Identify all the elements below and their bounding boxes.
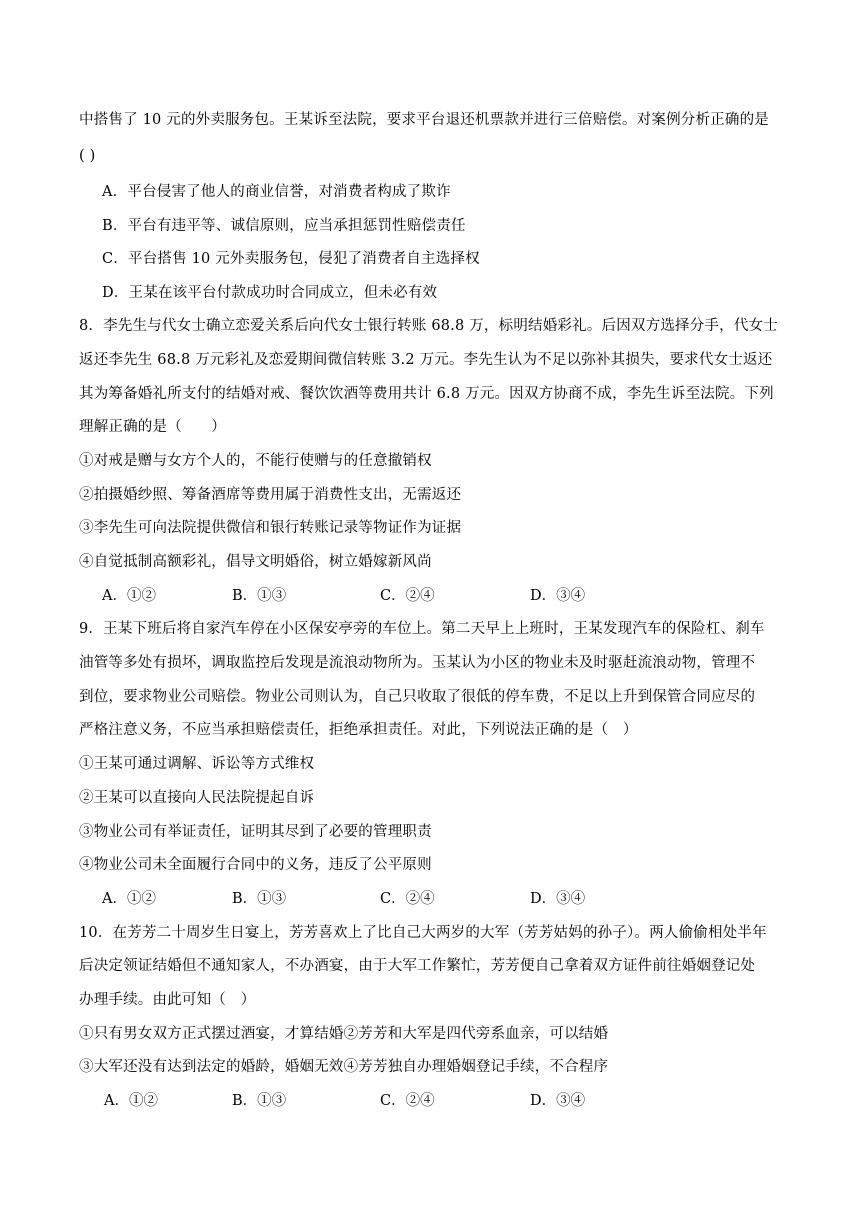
q7-option-b: B．平台有违平等、诚信原则，应当承担惩罚性赔偿责任 <box>102 218 466 234</box>
q9-stem-line: 严格注意义务，不应当承担赔偿责任，拒绝承担责任。对此，下列说法正确的是（ ） <box>79 722 638 738</box>
q10-stem-line: 10．在芳芳二十周岁生日宴上，芳芳喜欢上了比自己大两岁的大军（芳芳姑妈的孙子）。两人偷偷相处半年 <box>79 925 767 941</box>
q10-stem-line: 办理手续。由此可知（ ） <box>79 992 256 1008</box>
q8-choice-d: D．③④ <box>530 588 586 604</box>
q7-option-c: C．平台搭售 10 元外卖服务包，侵犯了消费者自主选择权 <box>102 251 480 267</box>
q8-stem-line: 返还李先生 68.8 万元彩礼及恋爱期间微信转账 3.2 万元。李先生认为不足以弥补其损失，要求代女士返还 <box>79 352 773 368</box>
q8-statement-4: ④自觉抵制高额彩礼，倡导文明婚俗，树立婚嫁新风尚 <box>79 554 432 570</box>
q9-statement-3: ③物业公司有举证责任，证明其尽到了必要的管理职责 <box>79 824 432 840</box>
q8-choice-b: B．①③ <box>232 588 287 604</box>
q7-stem-line: 中搭售了 10 元的外卖服务包。王某诉至法院，要求平台退还机票款并进行三倍赔偿。对案例分析正确的是 <box>79 112 769 128</box>
q9-statement-2: ②王某可以直接向人民法院提起自诉 <box>79 790 315 806</box>
q8-stem-line: 8．李先生与代女士确立恋爱关系后向代女士银行转账 68.8 万，标明结婚彩礼。后因双方选择分手，代女士 <box>79 318 778 334</box>
q10-stem-line: 后决定领证结婚但不通知家人，不办酒宴，由于大军工作繁忙，芳芳便自己拿着双方证件前往婚姻登记处 <box>79 958 756 974</box>
q10-choice-a: A．①② <box>104 1093 158 1109</box>
q8-stem-line: 其为筹备婚礼所支付的结婚对戒、餐饮饮酒等费用共计 6.8 万元。因双方协商不成，李先生诉至法院。下列 <box>79 386 774 402</box>
q7-option-a: A．平台侵害了他人的商业信誉，对消费者构成了欺诈 <box>102 184 451 200</box>
q10-choice-d: D．③④ <box>530 1093 586 1109</box>
q8-stem-line: 理解正确的是（ ） <box>79 419 226 435</box>
q8-choice-a: A．①② <box>102 588 156 604</box>
q9-choice-b: B．①③ <box>232 891 287 907</box>
q10-statement-1-2: ①只有男女双方正式摆过酒宴，才算结婚②芳芳和大军是四代旁系血亲，可以结婚 <box>79 1026 609 1042</box>
q9-statement-1: ①王某可通过调解、诉讼等方式维权 <box>79 756 315 772</box>
q8-choice-c: C．②④ <box>380 588 435 604</box>
q10-statement-3-4: ③大军还没有达到法定的婚龄，婚姻无效④芳芳独自办理婚姻登记手续，不合程序 <box>79 1059 609 1075</box>
q10-choice-b: B．①③ <box>232 1093 287 1109</box>
q8-statement-1: ①对戒是赠与女方个人的，不能行使赠与的任意撤销权 <box>79 453 432 469</box>
q9-statement-4: ④物业公司未全面履行合同中的义务，违反了公平原则 <box>79 857 432 873</box>
q9-choice-a: A．①② <box>102 891 156 907</box>
q9-choice-c: C．②④ <box>380 891 435 907</box>
q8-statement-2: ②拍摄婚纱照、筹备酒席等费用属于消费性支出，无需返还 <box>79 487 462 503</box>
q10-choice-c: C．②④ <box>380 1093 435 1109</box>
q9-stem-line: 油管等多处有损坏，调取监控后发现是流浪动物所为。玉某认为小区的物业未及时驱赶流浪动物，管理不 <box>79 655 756 671</box>
q9-stem-line: 到位，要求物业公司赔偿。物业公司则认为，自己只收取了很低的停车费，不足以上升到保管合同应尽的 <box>79 689 756 705</box>
q9-stem-line: 9．王某下班后将自家汽车停在小区保安亭旁的车位上。第二天早上上班时，王某发现汽车的保险杠、刹车 <box>79 621 765 637</box>
q8-statement-3: ③李先生可向法院提供微信和银行转账记录等物证作为证据 <box>79 520 462 536</box>
q7-stem-line: ( ) <box>79 148 96 164</box>
q9-choice-d: D．③④ <box>530 891 586 907</box>
q7-option-d: D．王某在该平台付款成功时合同成立，但未必有效 <box>102 285 438 301</box>
